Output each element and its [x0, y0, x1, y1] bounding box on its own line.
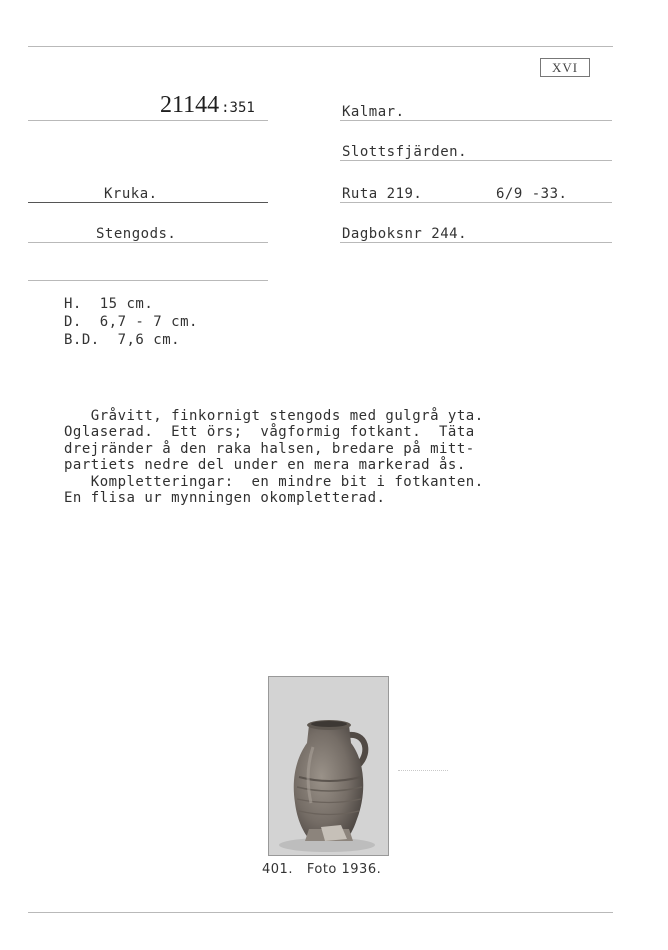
roman-numeral: XVI	[540, 58, 590, 77]
description-line: Kompletteringar: en mindre bit i fotkanten.	[64, 473, 484, 490]
catalog-number-main: 21144	[160, 92, 220, 118]
photo-number: 401.	[262, 862, 293, 877]
description-line: Gråvitt, finkornigt stengods med gulgrå yta.	[64, 408, 484, 424]
description-line: drejränder å den raka halsen, bredare på mitt-	[64, 440, 475, 457]
catalog-number	[160, 92, 255, 119]
top-rule	[28, 46, 613, 47]
photo-caption	[262, 862, 381, 877]
catalog-number-sub: :351	[221, 100, 255, 116]
measurement-base-diameter: B.D. 7,6 cm.	[64, 332, 181, 348]
rule-left-3	[28, 242, 268, 243]
description	[64, 408, 624, 506]
rule-right-1	[340, 120, 612, 121]
location-field: Kalmar.	[342, 104, 405, 120]
description-line: Oglaserad. Ett örs; vågformig fotkant. Täta	[64, 424, 475, 441]
faint-mark	[398, 770, 448, 771]
rule-right-3	[340, 202, 612, 203]
rule-left-1	[28, 120, 268, 121]
measurement-height: H. 15 cm.	[64, 296, 154, 312]
material-field: Stengods.	[96, 226, 177, 242]
description-line: partiets nedre del under en mera markerad ås.	[64, 457, 466, 474]
jug-photograph	[268, 676, 389, 856]
description-line: En flisa ur mynningen okompletterad.	[64, 490, 386, 507]
square-field: Ruta 219.	[342, 186, 423, 202]
rule-left-2	[28, 202, 268, 203]
measurement-diameter: D. 6,7 - 7 cm.	[64, 314, 198, 330]
bottom-rule	[28, 912, 613, 913]
site-field: Slottsfjärden.	[342, 144, 468, 160]
diary-number-field: Dagboksnr 244.	[342, 226, 468, 242]
rule-right-4	[340, 242, 612, 243]
object-type-field: Kruka.	[104, 186, 158, 202]
jug-photograph-image	[269, 677, 388, 855]
rule-right-2	[340, 160, 612, 161]
photo-label: Foto 1936.	[306, 862, 382, 877]
rule-left-4	[28, 280, 268, 281]
date-field: 6/9 -33.	[496, 186, 568, 202]
